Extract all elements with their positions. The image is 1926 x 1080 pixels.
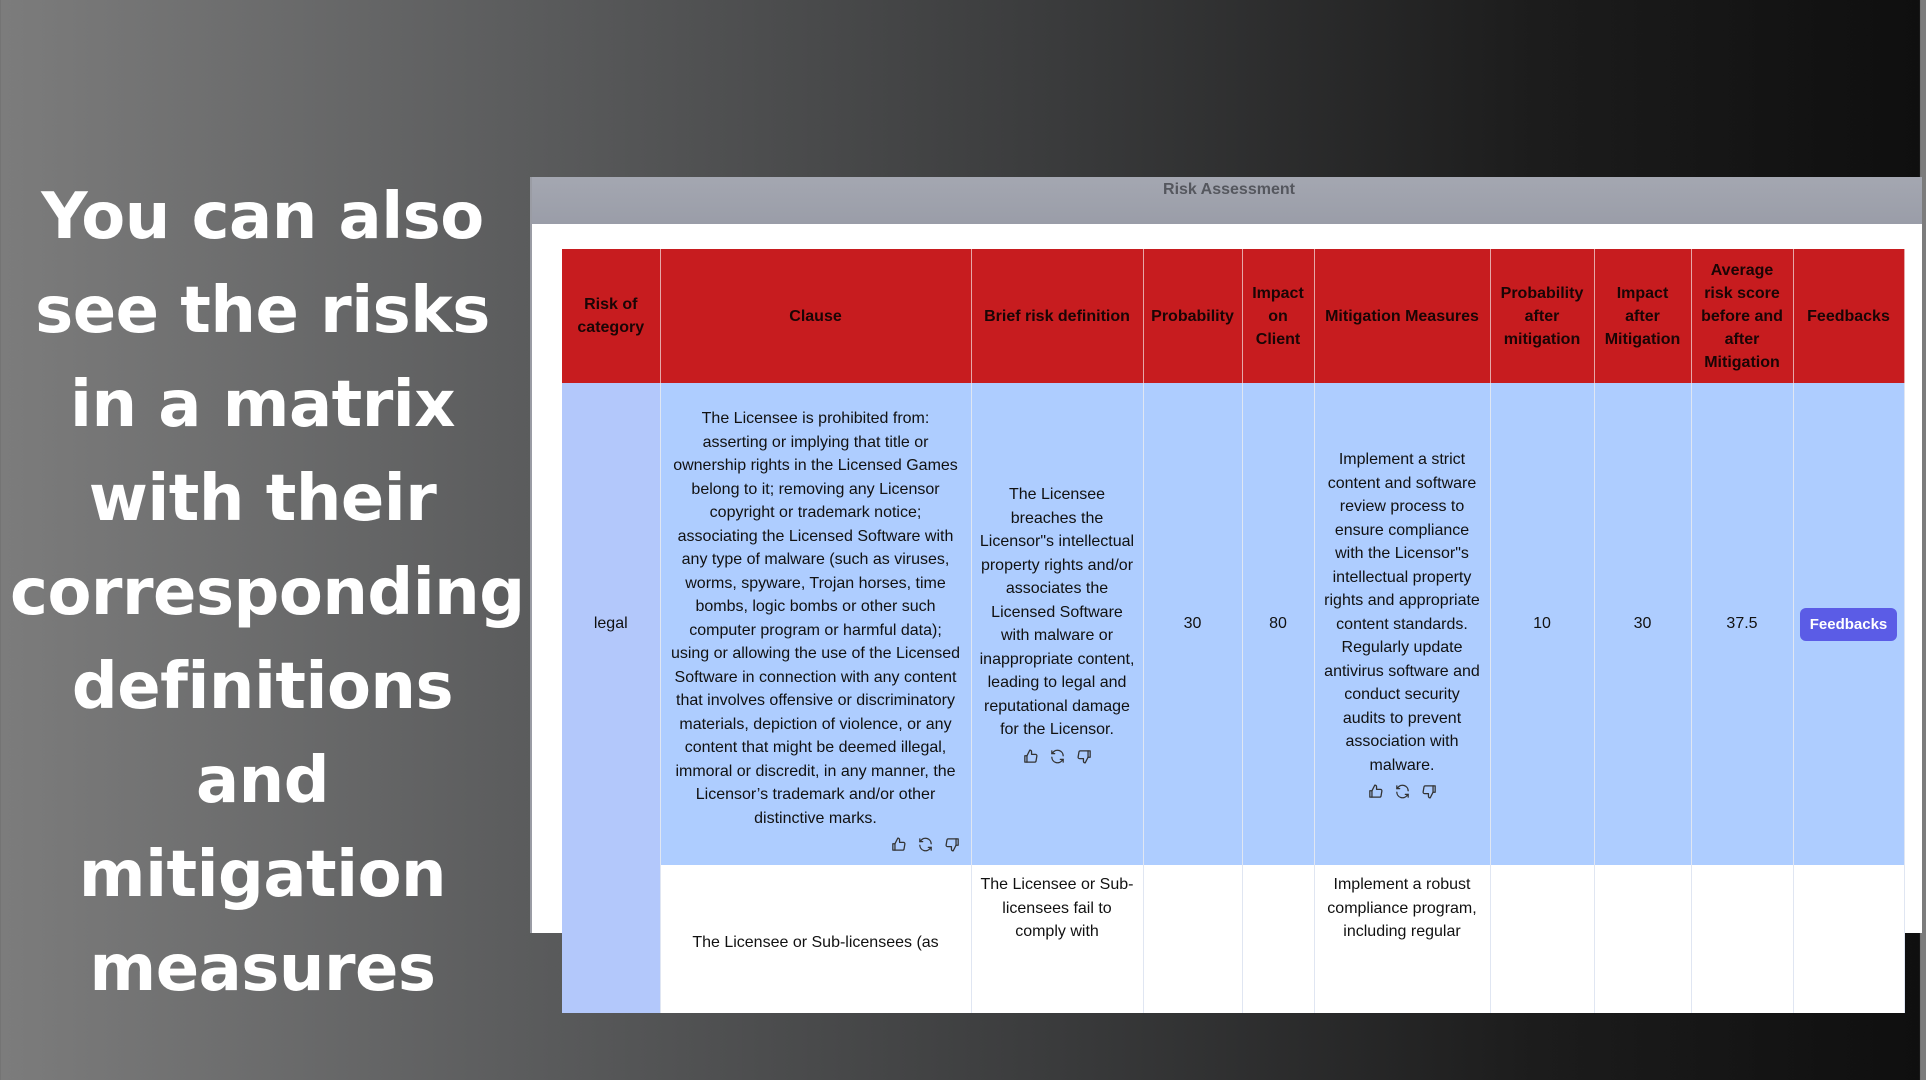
probability-after-value: 10 <box>1533 615 1551 633</box>
feedbacks-button[interactable]: Feedbacks <box>1800 608 1898 641</box>
cell-feedbacks <box>1793 383 1904 865</box>
mitigation-reaction-bar <box>1323 783 1482 800</box>
header-feedbacks: Feedbacks <box>1793 249 1904 383</box>
cell-impact-on-client <box>1242 383 1314 865</box>
table-header-row <box>562 249 1904 383</box>
header-mitigation-measures: Mitigation Measures <box>1314 249 1490 383</box>
thumbs-down-icon[interactable] <box>1076 748 1093 765</box>
refresh-icon[interactable] <box>917 836 934 853</box>
table-row <box>562 865 1904 1013</box>
cell-mitigation-measures <box>1314 865 1490 1013</box>
thumbs-down-icon[interactable] <box>944 836 961 853</box>
cell-impact-after <box>1594 383 1691 865</box>
table-row <box>562 383 1904 865</box>
cell-risk-definition <box>971 383 1143 865</box>
thumbs-up-icon[interactable] <box>890 836 907 853</box>
cell-impact-after <box>1594 865 1691 1013</box>
cell-average-risk-score <box>1691 865 1793 1013</box>
clause-text-clip <box>669 931 963 1013</box>
promo-headline: You can also see the risks in a matrix with their corresponding definitions and mitigation measures <box>10 180 525 1006</box>
window-title: Risk Assessment <box>1163 181 1295 198</box>
refresh-icon[interactable] <box>1049 748 1066 765</box>
risk-definition-text: The Licensee breaches the Licensor"s intellectual property rights and/or associates the Licensed Software with malware or inappropriate content, leading to legal and reputational damage for the Licensor. <box>979 486 1135 739</box>
header-risk-category: Risk of category <box>562 249 660 383</box>
header-impact-after: Impact after Mitigation <box>1594 249 1691 383</box>
cell-average-risk-score <box>1691 383 1793 865</box>
clause-reaction-bar <box>669 836 963 853</box>
cell-probability <box>1143 865 1242 1013</box>
cell-feedbacks <box>1793 865 1904 1013</box>
probability-value: 30 <box>1183 615 1202 633</box>
cell-probability <box>1143 383 1242 865</box>
risk-assessment-window <box>530 177 1922 951</box>
header-clause: Clause <box>660 249 971 383</box>
header-impact-on-client: Impact on Client <box>1242 249 1314 383</box>
risk-definition-text: The Licensee or Sub-licensees fail to comply with <box>980 876 1134 940</box>
header-probability-after: Probability after mitigation <box>1490 249 1594 383</box>
header-average-risk-score: Average risk score before and after Mitigation <box>1691 249 1793 383</box>
definition-reaction-bar <box>980 748 1135 765</box>
cell-risk-category <box>562 383 660 865</box>
cell-clause <box>660 865 971 1013</box>
cell-clause <box>660 383 971 865</box>
risk-category-value: legal <box>593 615 628 633</box>
mitigation-text: Implement a strict content and software review process to ensure compliance with the Licensor"s intellectual property rights and appropriate content standards. Regularly update antivirus software and conduct security audits to prevent association with malware. <box>1324 451 1480 774</box>
risk-matrix-container <box>562 249 1905 1013</box>
cell-impact-on-client <box>1242 865 1314 1013</box>
average-score-value: 37.5 <box>1726 615 1758 633</box>
thumbs-up-icon[interactable] <box>1022 748 1039 765</box>
cell-probability-after <box>1490 865 1594 1013</box>
impact-value: 80 <box>1269 615 1287 633</box>
thumbs-down-icon[interactable] <box>1421 783 1438 800</box>
impact-after-value: 30 <box>1633 615 1652 633</box>
clause-text: The Licensee or Sub-licensees (as <box>692 934 939 951</box>
refresh-icon[interactable] <box>1394 783 1411 800</box>
mitigation-text: Implement a robust compliance program, including regular <box>1327 876 1477 940</box>
cell-risk-category <box>562 865 660 1013</box>
cell-probability-after <box>1490 383 1594 865</box>
risk-matrix-table <box>562 249 1905 1013</box>
header-risk-definition: Brief risk definition <box>971 249 1143 383</box>
cell-mitigation-measures <box>1314 383 1490 865</box>
cell-risk-definition <box>971 865 1143 1013</box>
window-titlebar <box>532 177 1922 224</box>
clause-text: The Licensee is prohibited from: asserting or implying that title or ownership rights in the Licensed Games belong to it; removing any Licensor copyright or trademark notice; associating the Licensed Software with any type of malware (such as viruses, worms, spyware, Trojan horses, time bombs, logic bombs or other such computer program or harmful data); using or allowing the use of the Licensed Software in connection with any content that involves offensive or discriminatory materials, depiction of violence, or any content that might be deemed illegal, immoral or discredit, in any manner, the Licensor’s trademark and/or other distinctive marks. <box>670 410 961 827</box>
thumbs-up-icon[interactable] <box>1367 783 1384 800</box>
header-probability: Probability <box>1143 249 1242 383</box>
